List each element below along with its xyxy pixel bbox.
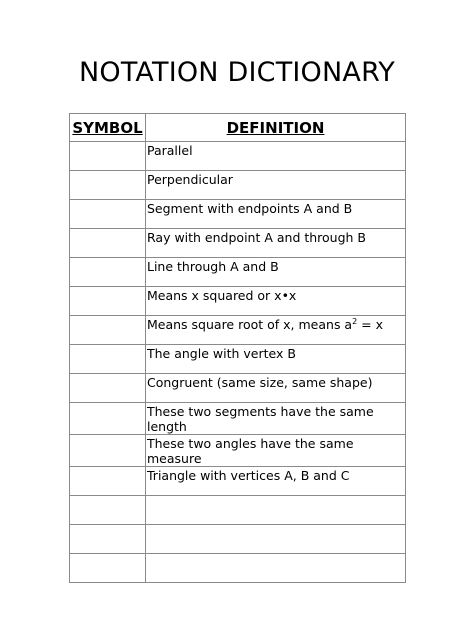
definition-cell [146, 496, 406, 525]
symbol-cell [70, 374, 146, 403]
definition-cell [146, 316, 406, 345]
table-row [70, 345, 406, 374]
symbol-cell [70, 403, 146, 435]
definition-text-suffix: = x [357, 317, 384, 332]
table-row [70, 496, 406, 525]
table-row [70, 229, 406, 258]
definition-text-prefix: Means square root of x, means a [147, 317, 353, 332]
symbol-cell [70, 142, 146, 171]
definition-cell: Means x squared or x•x [146, 287, 406, 316]
symbol-cell [70, 345, 146, 374]
symbol-cell [70, 496, 146, 525]
symbol-cell [70, 435, 146, 467]
page-title: NOTATION DICTIONARY [78, 57, 395, 88]
symbol-cell [70, 229, 146, 258]
table-row [70, 142, 406, 171]
definition-cell: Parallel [146, 142, 406, 171]
definition-cell: Perpendicular [146, 171, 406, 200]
table-row [70, 287, 406, 316]
definition-cell: These two segments have the same length [146, 403, 406, 435]
symbol-cell [70, 171, 146, 200]
symbol-cell [70, 287, 146, 316]
table-row [70, 554, 406, 583]
definition-cell: Line through A and B [146, 258, 406, 287]
table-row [70, 403, 406, 435]
definition-cell: Triangle with vertices A, B and C [146, 467, 406, 496]
table-row [70, 435, 406, 467]
definition-cell: These two angles have the same measure [146, 435, 406, 467]
notation-table [69, 113, 406, 583]
table-row [70, 467, 406, 496]
symbol-cell [70, 554, 146, 583]
symbol-column-header: SYMBOL [70, 114, 146, 142]
symbol-cell [70, 316, 146, 345]
table-row [70, 374, 406, 403]
definition-cell [146, 525, 406, 554]
table-row [70, 171, 406, 200]
definition-column-header: DEFINITION [146, 114, 406, 142]
definition-cell: Ray with endpoint A and through B [146, 229, 406, 258]
definition-cell [146, 554, 406, 583]
symbol-cell [70, 200, 146, 229]
table-row [70, 316, 406, 345]
definition-cell: Segment with endpoints A and B [146, 200, 406, 229]
definition-cell: Congruent (same size, same shape) [146, 374, 406, 403]
superscript-exponent: 2 [352, 317, 358, 326]
symbol-cell [70, 467, 146, 496]
table-header-row [70, 114, 406, 142]
table-row [70, 200, 406, 229]
table-row [70, 525, 406, 554]
definition-cell: The angle with vertex B [146, 345, 406, 374]
symbol-cell [70, 525, 146, 554]
symbol-cell [70, 258, 146, 287]
table-row [70, 258, 406, 287]
